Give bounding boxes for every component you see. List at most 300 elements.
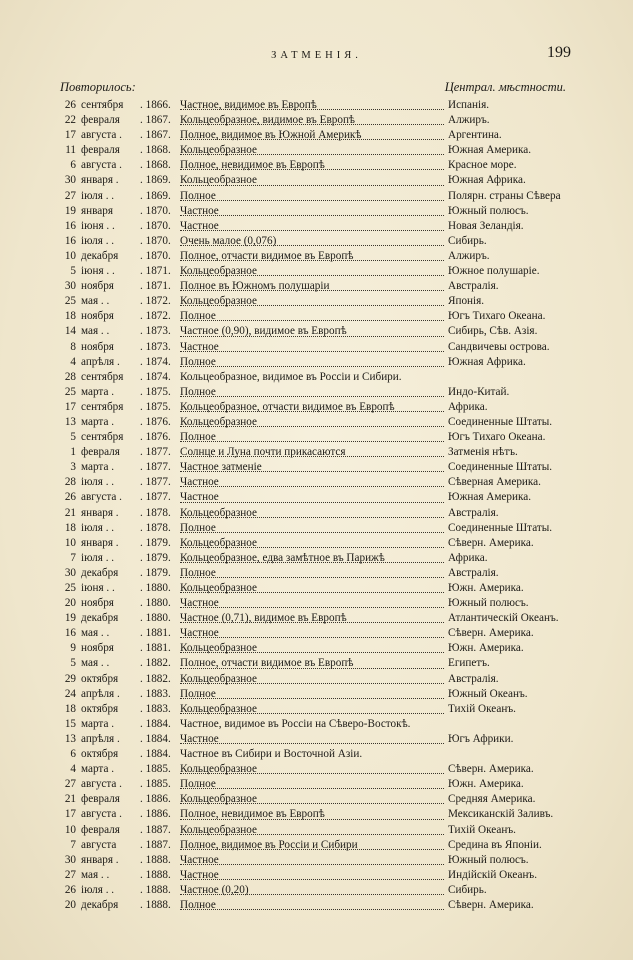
eclipse-type [180, 641, 446, 656]
eclipse-day: 9 [70, 642, 76, 655]
table-row [56, 581, 568, 596]
eclipse-type-text: Частное (0,20) [180, 883, 249, 896]
dot-leader [180, 909, 444, 910]
eclipse-type [180, 445, 446, 460]
eclipse-day: 20 [64, 898, 76, 911]
table-row [56, 309, 568, 324]
eclipse-year: . 1877. [140, 446, 171, 459]
eclipse-type [180, 340, 446, 355]
eclipse-year: . 1879. [140, 566, 171, 579]
eclipse-type-text: Кольцеобразное [180, 265, 257, 278]
eclipse-type [180, 475, 446, 490]
eclipse-month: марта . [81, 385, 114, 398]
eclipse-year: . 1877. [140, 461, 171, 474]
eclipse-year: . 1884. [140, 732, 171, 745]
dot-leader [180, 577, 444, 578]
eclipse-type [180, 355, 446, 370]
eclipse-month: августа . [81, 778, 122, 791]
eclipse-month: іюня . . [81, 265, 115, 278]
eclipse-month: марта . [81, 717, 114, 730]
eclipse-year: . 1876. [140, 415, 171, 428]
eclipse-day: 14 [64, 325, 76, 338]
eclipse-day: 5 [70, 431, 76, 444]
eclipse-day: 30 [64, 280, 76, 293]
eclipse-central-location: Южная Америка. [448, 491, 531, 504]
eclipse-type-text: Полное [180, 385, 216, 398]
table-row [56, 732, 568, 747]
eclipse-month: апрѣля . [81, 732, 120, 745]
eclipse-type [180, 113, 446, 128]
eclipse-central-location: Югъ Африки. [448, 732, 514, 745]
eclipse-type [180, 219, 446, 234]
eclipse-day: 11 [65, 144, 76, 157]
eclipse-day: 5 [70, 657, 76, 670]
eclipse-type [180, 747, 446, 762]
eclipse-type [180, 309, 446, 324]
eclipse-type-text: Кольцеобразное [180, 506, 257, 519]
eclipse-month: января . [81, 536, 119, 549]
table-row [56, 611, 568, 626]
eclipse-day: 8 [70, 340, 76, 353]
eclipse-central-location: Египетъ. [448, 657, 490, 670]
eclipse-type [180, 234, 446, 249]
eclipse-type-text: Кольцеобразное, едва замѣтное въ Парижѣ [180, 551, 385, 564]
eclipse-type [180, 807, 446, 822]
eclipse-type [180, 173, 446, 188]
eclipse-day: 1 [70, 446, 76, 459]
eclipse-month: февраля [81, 793, 120, 806]
eclipse-type [180, 717, 446, 732]
table-row [56, 415, 568, 430]
table-row [56, 445, 568, 460]
eclipse-year: . 1870. [140, 249, 171, 262]
eclipse-type-text: Кольцеобразное [180, 295, 257, 308]
eclipse-type-text: Частное, видимое въ Европѣ [180, 99, 317, 111]
eclipse-day: 17 [64, 400, 76, 413]
eclipse-type [180, 551, 446, 566]
table-row [56, 385, 568, 400]
eclipse-month: декабря [81, 612, 119, 625]
table-row [56, 717, 568, 732]
eclipse-day: 19 [64, 612, 76, 625]
table-row [56, 143, 568, 158]
eclipse-year: . 1879. [140, 551, 171, 564]
eclipse-central-location: Аргентина. [448, 129, 502, 142]
eclipse-day: 6 [70, 748, 76, 761]
eclipse-year: . 1871. [140, 280, 171, 293]
eclipse-central-location: Мексиканскій Заливъ. [448, 808, 554, 821]
eclipse-type-text: Полное, видимое въ Южной Америкѣ [180, 129, 362, 142]
eclipse-type-text: Кольцеобразное, видимое въ Россіи и Сибири. [180, 370, 402, 383]
running-header: ЗАТМЕНІЯ. [271, 50, 362, 61]
table-row [56, 551, 568, 566]
table-row [56, 294, 568, 309]
table-row [56, 475, 568, 490]
table-row [56, 430, 568, 445]
eclipse-year: . 1874. [140, 355, 171, 368]
eclipse-year: . 1868. [140, 159, 171, 172]
eclipse-type [180, 400, 446, 415]
eclipse-central-location: Сѣверн. Америка. [448, 627, 534, 640]
eclipse-type-text: Кольцеобразное [180, 702, 257, 715]
table-row [56, 777, 568, 792]
eclipse-month: іюля . . [81, 521, 115, 534]
table-row [56, 173, 568, 188]
eclipse-year: . 1867. [140, 114, 171, 127]
table-row [56, 747, 568, 762]
eclipse-type-text: Кольцеобразное [180, 174, 257, 187]
eclipse-type [180, 792, 446, 807]
eclipse-central-location: Южная Америка. [448, 144, 531, 157]
eclipse-type-text: Полное [180, 189, 216, 202]
eclipse-year: . 1883. [140, 687, 171, 700]
eclipse-central-location: Южный полюсъ. [448, 597, 529, 610]
eclipse-month: сентября [81, 370, 124, 383]
eclipse-type-text: Частное [180, 853, 219, 866]
eclipse-month: октября [81, 748, 119, 761]
eclipse-type [180, 777, 446, 792]
eclipse-type [180, 732, 446, 747]
eclipse-central-location: Средняя Америка. [448, 793, 536, 806]
eclipse-month: августа [81, 838, 117, 851]
eclipse-central-location: Сибирь. [448, 883, 487, 896]
page-number: 199 [547, 44, 571, 61]
eclipse-month: іюля . . [81, 234, 115, 247]
eclipse-central-location: Южная Африка. [448, 174, 526, 187]
eclipse-type [180, 611, 446, 626]
eclipse-type [180, 521, 446, 536]
eclipse-type [180, 581, 446, 596]
eclipse-type-text: Полное [180, 310, 216, 323]
dot-leader [180, 396, 444, 397]
eclipse-type [180, 868, 446, 883]
table-row [56, 566, 568, 581]
eclipse-day: 18 [64, 702, 76, 715]
eclipse-year: . 1872. [140, 295, 171, 308]
eclipse-type-text: Кольцеобразное [180, 793, 257, 806]
eclipse-year: . 1866. [140, 99, 171, 111]
eclipse-year: . 1883. [140, 702, 171, 715]
eclipse-day: 27 [64, 868, 76, 881]
eclipse-month: ноября [81, 597, 114, 610]
eclipse-central-location: Южн. Америка. [448, 582, 524, 594]
eclipse-central-location: Соединенные Штаты. [448, 461, 553, 474]
eclipse-type [180, 158, 446, 173]
eclipse-year: . 1880. [140, 582, 171, 594]
table-row [56, 702, 568, 717]
eclipse-central-location: Сибирь. [448, 234, 487, 247]
eclipse-year: . 1873. [140, 325, 171, 338]
dot-leader [180, 698, 444, 699]
table-row [56, 219, 568, 234]
eclipse-type [180, 838, 446, 853]
eclipse-type-text: Полное [180, 687, 216, 700]
eclipse-day: 13 [64, 415, 76, 428]
eclipse-day: 20 [64, 597, 76, 610]
eclipse-type [180, 596, 446, 611]
eclipse-day: 6 [70, 159, 76, 172]
eclipse-day: 24 [64, 687, 76, 700]
eclipse-month: января [81, 204, 113, 217]
eclipse-month: ноября [81, 340, 114, 353]
eclipse-month: февраля [81, 823, 120, 836]
eclipse-month: февраля [81, 144, 120, 157]
eclipse-central-location: Индійскій Океанъ. [448, 868, 538, 881]
eclipse-central-location: Австралія. [448, 672, 499, 685]
table-row [56, 626, 568, 641]
eclipse-central-location: Новая Зеландія. [448, 219, 524, 232]
eclipse-day: 5 [70, 265, 76, 278]
eclipse-central-location: Австралія. [448, 566, 499, 579]
eclipse-type [180, 672, 446, 687]
table-row [56, 536, 568, 551]
eclipse-type [180, 204, 446, 219]
table-row [56, 490, 568, 505]
eclipse-central-location: Атлантическій Океанъ. [448, 612, 559, 625]
eclipse-month: октября [81, 672, 119, 685]
table-row [56, 113, 568, 128]
table-row [56, 807, 568, 822]
table-row [56, 400, 568, 415]
eclipse-type-text: Кольцеобразное [180, 642, 257, 655]
eclipse-year: . 1867. [140, 129, 171, 142]
eclipse-central-location: Японія. [448, 295, 485, 308]
eclipse-month: марта . [81, 461, 114, 474]
eclipse-day: 4 [70, 355, 76, 368]
column-header-repeated: Повторилось: [60, 80, 136, 94]
eclipse-type-text: Кольцеобразное [180, 582, 257, 594]
eclipse-month: мая . . [81, 627, 110, 640]
eclipse-type-text: Полное [180, 566, 216, 579]
table-row [56, 234, 568, 249]
table-row [56, 792, 568, 807]
eclipse-day: 15 [64, 717, 76, 730]
eclipse-type-text: Частное [180, 204, 219, 217]
table-row [56, 189, 568, 204]
eclipse-central-location: Алжиръ. [448, 114, 490, 127]
eclipse-type [180, 370, 446, 385]
table-row [56, 672, 568, 687]
eclipse-day: 28 [64, 476, 76, 489]
eclipse-year: . 1878. [140, 521, 171, 534]
eclipse-year: . 1871. [140, 265, 171, 278]
eclipse-year: . 1881. [140, 627, 171, 640]
eclipse-year: . 1887. [140, 823, 171, 836]
eclipse-day: 26 [64, 491, 76, 504]
eclipse-type-text: Кольцеобразное, видимое въ Европѣ [180, 114, 356, 127]
eclipse-type [180, 385, 446, 400]
eclipse-day: 17 [64, 129, 76, 142]
eclipse-day: 27 [64, 778, 76, 791]
eclipse-year: . 1884. [140, 748, 171, 761]
eclipse-type-text: Кольцеобразное [180, 144, 257, 157]
eclipse-year: . 1873. [140, 340, 171, 353]
table-row [56, 370, 568, 385]
eclipse-type-text: Частное (0,90), видимое въ Европѣ [180, 325, 347, 338]
eclipse-month: іюля . . [81, 883, 115, 896]
eclipse-type-text: Полное [180, 521, 216, 534]
eclipse-central-location: Южный Океанъ. [448, 687, 528, 700]
eclipse-year: . 1874. [140, 370, 171, 383]
table-row [56, 279, 568, 294]
table-row [56, 853, 568, 868]
eclipse-central-location: Австралія. [448, 506, 499, 519]
eclipse-day: 21 [64, 793, 76, 806]
eclipse-central-location: Африка. [448, 400, 488, 413]
eclipse-day: 10 [64, 823, 76, 836]
eclipse-year: . 1870. [140, 219, 171, 232]
eclipse-year: . 1884. [140, 717, 171, 730]
eclipse-type [180, 460, 446, 475]
table-row [56, 249, 568, 264]
eclipse-month: декабря [81, 566, 119, 579]
eclipse-month: іюля . . [81, 551, 115, 564]
eclipse-day: 27 [64, 189, 76, 202]
eclipse-year: . 1888. [140, 868, 171, 881]
eclipse-type [180, 656, 446, 671]
eclipse-type-text: Полное [180, 898, 216, 911]
eclipse-type-text: Частное въ Сибири и Восточной Азіи. [180, 748, 363, 761]
eclipse-year: . 1880. [140, 612, 171, 625]
eclipse-central-location: Югъ Тихаго Океана. [448, 310, 546, 323]
eclipse-month: сентября [81, 431, 124, 444]
eclipse-type-text: Полное, невидимое въ Европѣ [180, 808, 325, 821]
eclipse-day: 30 [64, 566, 76, 579]
eclipse-month: августа . [81, 159, 122, 172]
eclipse-type [180, 898, 446, 913]
eclipse-year: . 1886. [140, 793, 171, 806]
eclipse-day: 16 [64, 219, 76, 232]
eclipse-year: . 1868. [140, 144, 171, 157]
eclipse-month: ноября [81, 642, 114, 655]
eclipse-day: 4 [70, 763, 76, 776]
eclipse-type-text: Частное [180, 627, 219, 640]
eclipse-type [180, 823, 446, 838]
table-row [56, 521, 568, 536]
eclipse-year: . 1877. [140, 491, 171, 504]
table-row [56, 838, 568, 853]
dot-leader [180, 200, 444, 201]
eclipse-day: 26 [64, 99, 76, 111]
eclipse-year: . 1885. [140, 763, 171, 776]
eclipse-type-text: Частное [180, 732, 219, 745]
eclipse-year: . 1881. [140, 642, 171, 655]
table-row [56, 340, 568, 355]
eclipse-day: 10 [64, 536, 76, 549]
eclipse-month: ноября [81, 280, 114, 293]
eclipse-day: 30 [64, 853, 76, 866]
table-row [56, 324, 568, 339]
eclipse-central-location: Югъ Тихаго Океана. [448, 431, 546, 444]
eclipse-month: декабря [81, 249, 119, 262]
eclipse-type [180, 189, 446, 204]
eclipse-month: сентября [81, 99, 124, 111]
eclipse-type [180, 324, 446, 339]
table-row [56, 98, 568, 113]
eclipse-type-text: Солнце и Луна почти прикасаются [180, 446, 346, 459]
eclipse-day: 26 [64, 883, 76, 896]
eclipse-type [180, 490, 446, 505]
eclipse-central-location: Сандвичевы острова. [448, 340, 550, 353]
eclipse-central-location: Австралія. [448, 280, 499, 293]
eclipse-year: . 1886. [140, 808, 171, 821]
eclipse-month: мая . . [81, 657, 110, 670]
dot-leader [180, 320, 444, 321]
dot-leader [180, 366, 444, 367]
table-row [56, 506, 568, 521]
eclipse-type [180, 294, 446, 309]
eclipse-type [180, 143, 446, 158]
eclipse-year: . 1872. [140, 310, 171, 323]
eclipse-type-text: Частное, видимое въ Россіи на Сѣверо-Востокѣ. [180, 717, 411, 730]
eclipse-year: . 1877. [140, 476, 171, 489]
eclipse-month: марта . [81, 763, 114, 776]
eclipse-month: октября [81, 702, 119, 715]
eclipse-day: 25 [64, 295, 76, 308]
eclipse-day: 16 [64, 627, 76, 640]
eclipse-type-text: Полное, отчасти видимое въ Европѣ [180, 249, 354, 262]
eclipse-year: . 1888. [140, 853, 171, 866]
eclipse-type-text: Кольцеобразное [180, 763, 257, 776]
eclipse-year: . 1882. [140, 672, 171, 685]
eclipse-day: 10 [64, 249, 76, 262]
eclipse-month: февраля [81, 446, 120, 459]
eclipse-month: мая . . [81, 868, 110, 881]
eclipse-type-text: Кольцеобразное [180, 672, 257, 685]
eclipse-day: 17 [64, 808, 76, 821]
eclipse-day: 19 [64, 204, 76, 217]
table-row [56, 204, 568, 219]
eclipse-year: . 1869. [140, 174, 171, 187]
table-row [56, 687, 568, 702]
eclipse-type-text: Кольцеобразное [180, 415, 257, 428]
eclipse-central-location: Красное море. [448, 159, 517, 172]
eclipse-central-location: Сѣверная Америка. [448, 476, 541, 489]
table-row [56, 868, 568, 883]
eclipse-year: . 1875. [140, 385, 171, 398]
eclipse-year: . 1882. [140, 657, 171, 670]
table-row [56, 460, 568, 475]
eclipse-central-location: Затменія нѣтъ. [448, 446, 518, 459]
eclipse-month: января . [81, 174, 119, 187]
eclipse-table [56, 98, 568, 913]
eclipse-day: 22 [64, 114, 76, 127]
eclipse-type-text: Кольцеобразное, отчасти видимое въ Европѣ [180, 400, 395, 413]
eclipse-type [180, 853, 446, 868]
eclipse-type-text: Частное [180, 476, 219, 489]
eclipse-type-text: Частное [180, 219, 219, 232]
dot-leader [180, 532, 444, 533]
eclipse-year: . 1887. [140, 838, 171, 851]
table-row [56, 264, 568, 279]
eclipse-central-location: Южное полушаріе. [448, 265, 540, 278]
eclipse-month: апрѣля . [81, 355, 120, 368]
table-row [56, 883, 568, 898]
eclipse-central-location: Соединенные Штаты. [448, 415, 553, 428]
eclipse-central-location: Африка. [448, 551, 488, 564]
eclipse-day: 7 [70, 551, 76, 564]
eclipse-type [180, 249, 446, 264]
eclipse-type [180, 762, 446, 777]
eclipse-month: сентября [81, 400, 124, 413]
eclipse-month: ноября [81, 310, 114, 323]
eclipse-month: мая . . [81, 325, 110, 338]
eclipse-year: . 1888. [140, 883, 171, 896]
eclipse-year: . 1880. [140, 597, 171, 610]
column-header-central-locations: Централ. мѣстности. [444, 80, 566, 94]
eclipse-type [180, 415, 446, 430]
table-row [56, 641, 568, 656]
